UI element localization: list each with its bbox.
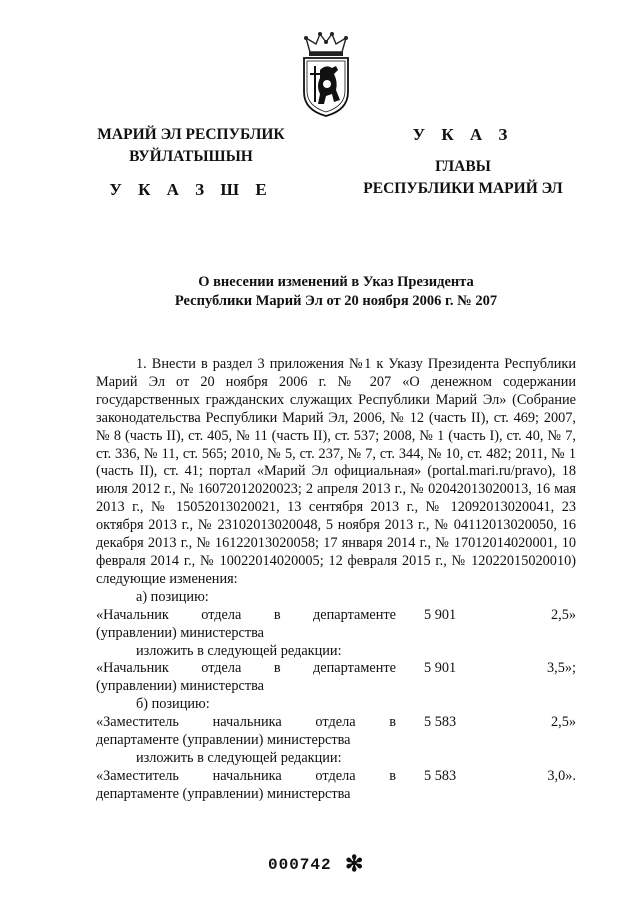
position-description: «Начальник отдела в департаменте: [96, 660, 396, 677]
header-left-line3: У К А З Ш Е: [109, 180, 273, 199]
position-description-cont: (управлении) министерства: [96, 624, 264, 641]
coat-of-arms-emblem: [296, 30, 356, 118]
item-a-note: изложить в следующей редакции:: [136, 642, 342, 659]
position-salary: 5 583: [424, 767, 457, 784]
item-b-new-position: [96, 768, 576, 804]
position-description: «Начальник отдела в департаменте: [96, 606, 396, 623]
position-salary: 5 583: [424, 714, 457, 731]
document-title: [96, 273, 576, 311]
header-right-line1: У К А З: [412, 125, 514, 144]
position-description-cont: департаменте (управлении) министерства: [96, 785, 351, 802]
position-coefficient: 2,5»: [550, 714, 576, 731]
document-body: [96, 356, 576, 804]
document-serial-number: 000742: [268, 856, 332, 874]
item-b-old-position: [96, 714, 576, 750]
position-coefficient: 3,5»;: [547, 660, 576, 677]
position-salary: 5 901: [424, 660, 457, 677]
header-left-line1: МАРИЙ ЭЛ РЕСПУБЛИК: [97, 126, 285, 143]
position-salary: 5 901: [424, 606, 457, 623]
body-paragraph: 1. Внести в раздел 3 приложения №1 к Указу Президента Республики Марий Эл от 20 ноября 2006 г. № 207 «О денежном содержании государственных гражданских служащих Республики Марий Эл» (Собрание законодательства Республики Марий Эл, 2006, № 12 (часть II), ст. 469; 2007, № 8 (часть II), ст. 405, № 11 (часть II), ст. 537; 2008, № 1 (часть I), ст. 40, № 7, ст. 336, № 11, ст. 565; 2010, № 5, ст. 237, № 7, ст. 344, № 10, ст. 482; 2011, № 1 (часть II), ст. 41; портал «Марий Эл официальная» (portal.mari.ru/pravo), 18 июля 2012 г., № 16072012020023; 2 апреля 2013 г., № 02042013020013, 16 мая 2013 г., № 15052013020021, 13 сентября 2013 г., № 12092013020041, 23 октября 2013 г., № 23102013020048, 5 ноября 2013 г., № 04112013020050, 16 декабря 2013 г., № 16122013020058; 17 января 2014 г., № 17012014020001, 10 февраля 2014 г., № 10022014020005; 12 февраля 2015 г., № 12022015020010) следующие изменения:: [96, 356, 576, 587]
position-description-cont: (управлении) министерства: [96, 678, 264, 695]
title-line1: О внесении изменений в Указ Президента: [198, 274, 474, 290]
position-description: «Заместитель начальника отдела в: [96, 714, 396, 731]
item-a-label: а) позицию:: [136, 588, 209, 605]
title-line2: Республики Марий Эл от 20 ноября 2006 г. № 207: [174, 293, 498, 309]
position-description-cont: департаменте (управлении) министерства: [96, 732, 351, 749]
asterisk-icon: ✻: [345, 851, 364, 876]
position-coefficient: 2,5»: [550, 606, 576, 623]
position-coefficient: 3,0».: [547, 767, 576, 784]
item-b-note: изложить в следующей редакции:: [136, 749, 342, 766]
item-a-new-position: [96, 660, 576, 696]
header-right-line2: ГЛАВЫ: [435, 158, 491, 175]
header-right-line3: РЕСПУБЛИКИ МАРИЙ ЭЛ: [363, 180, 563, 197]
header-left-line2: ВУЙЛАТЫШЫН: [129, 148, 253, 165]
item-b-label: б) позицию:: [136, 696, 210, 713]
position-description: «Заместитель начальника отдела в: [96, 767, 396, 784]
item-a-old-position: [96, 607, 576, 643]
